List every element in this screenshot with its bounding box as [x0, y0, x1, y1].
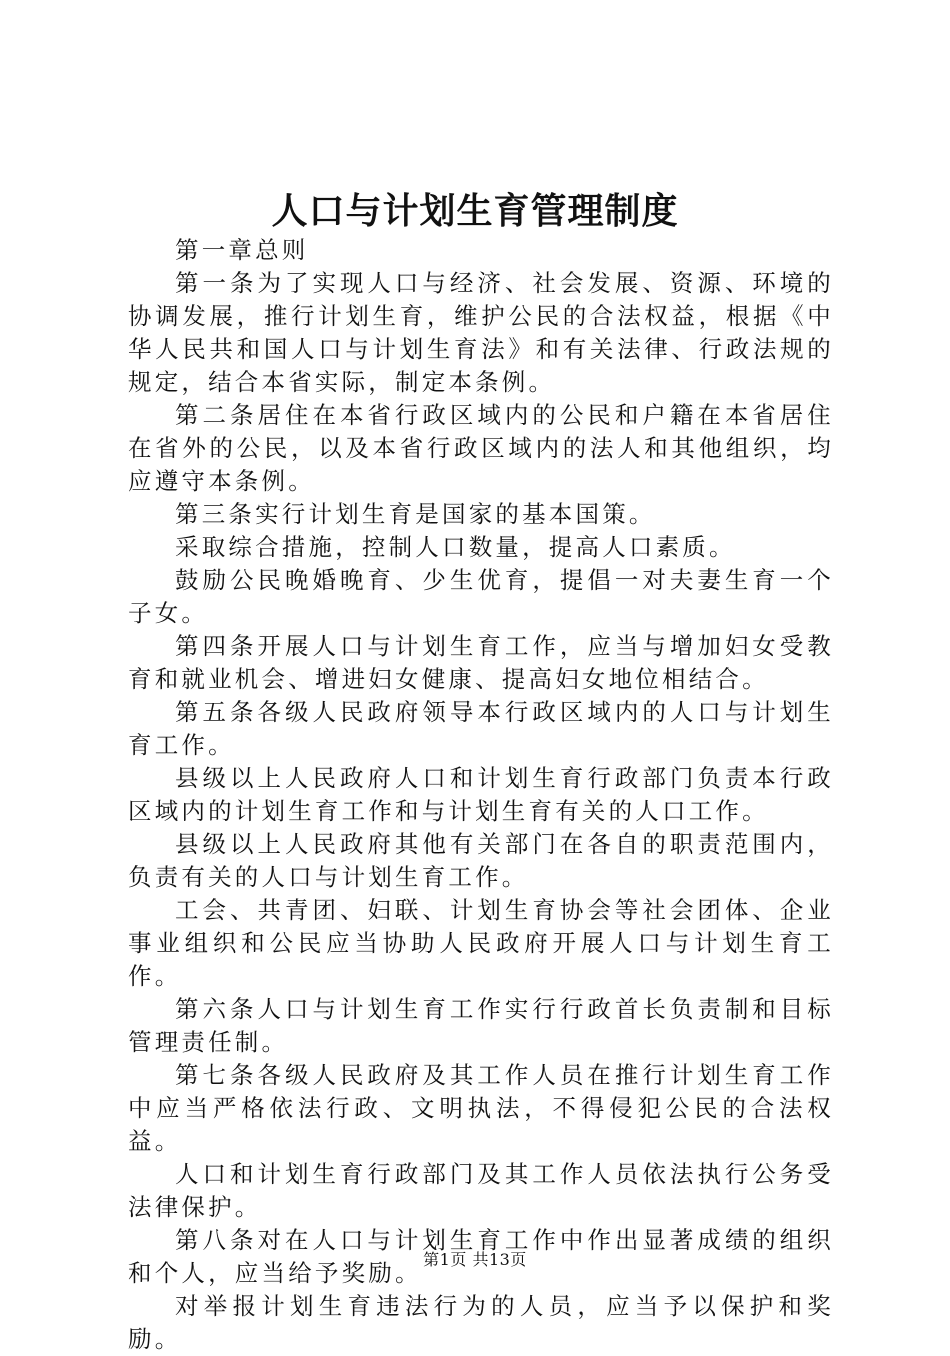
- paragraph: 第六条人口与计划生育工作实行行政首长负责制和目标管理责任制。: [128, 995, 834, 1056]
- paragraph: 采取综合措施，控制人口数量，提高人口素质。: [175, 533, 736, 561]
- paragraph: 鼓励公民晚婚晚育、少生优育，提倡一对夫妻生育一个子女。: [128, 566, 834, 627]
- paragraph: 第五条各级人民政府领导本行政区域内的人口与计划生育工作。: [128, 698, 834, 759]
- paragraph: 工会、共青团、妇联、计划生育协会等社会团体、企业事业组织和公民应当协助人民政府开展人口与计划生育工作。: [128, 896, 834, 990]
- paragraph: 第八条对在人口与计划生育工作中作出显著成绩的组织和个人，应当给予奖励。: [128, 1226, 834, 1287]
- paragraph: 对举报计划生育违法行为的人员，应当予以保护和奖励。: [128, 1292, 834, 1353]
- page-indicator: 第1页 共13页: [423, 1250, 527, 1269]
- paragraph: 第三条实行计划生育是国家的基本国策。: [175, 500, 656, 528]
- paragraph: 第二条居住在本省行政区域内的公民和户籍在本省居住在省外的公民，以及本省行政区域内的法人和其他组织，均应遵守本条例。: [128, 401, 834, 495]
- paragraph: 第七条各级人民政府及其工作人员在推行计划生育工作中应当严格依法行政、文明执法，不得侵犯公民的合法权益。: [128, 1061, 834, 1155]
- paragraph: 县级以上人民政府人口和计划生育行政部门负责本行政区域内的计划生育工作和与计划生育有关的人口工作。: [128, 764, 834, 825]
- paragraph: 县级以上人民政府其他有关部门在各自的职责范围内，负责有关的人口与计划生育工作。: [128, 830, 834, 891]
- page-footer: [0, 1247, 950, 1270]
- document-body: [128, 234, 834, 1356]
- paragraph: 人口和计划生育行政部门及其工作人员依法执行公务受法律保护。: [128, 1160, 834, 1221]
- paragraph: 第四条开展人口与计划生育工作，应当与增加妇女受教育和就业机会、增进妇女健康、提高妇女地位相结合。: [128, 632, 834, 693]
- paragraph: 第一条为了实现人口与经济、社会发展、资源、环境的协调发展，推行计划生育，维护公民的合法权益，根据《中华人民共和国人口与计划生育法》和有关法律、行政法规的规定，结合本省实际，制定本条例。: [128, 269, 834, 396]
- chapter-heading: 第一章总则: [175, 236, 309, 264]
- document-title: 人口与计划生育管理制度: [271, 190, 679, 232]
